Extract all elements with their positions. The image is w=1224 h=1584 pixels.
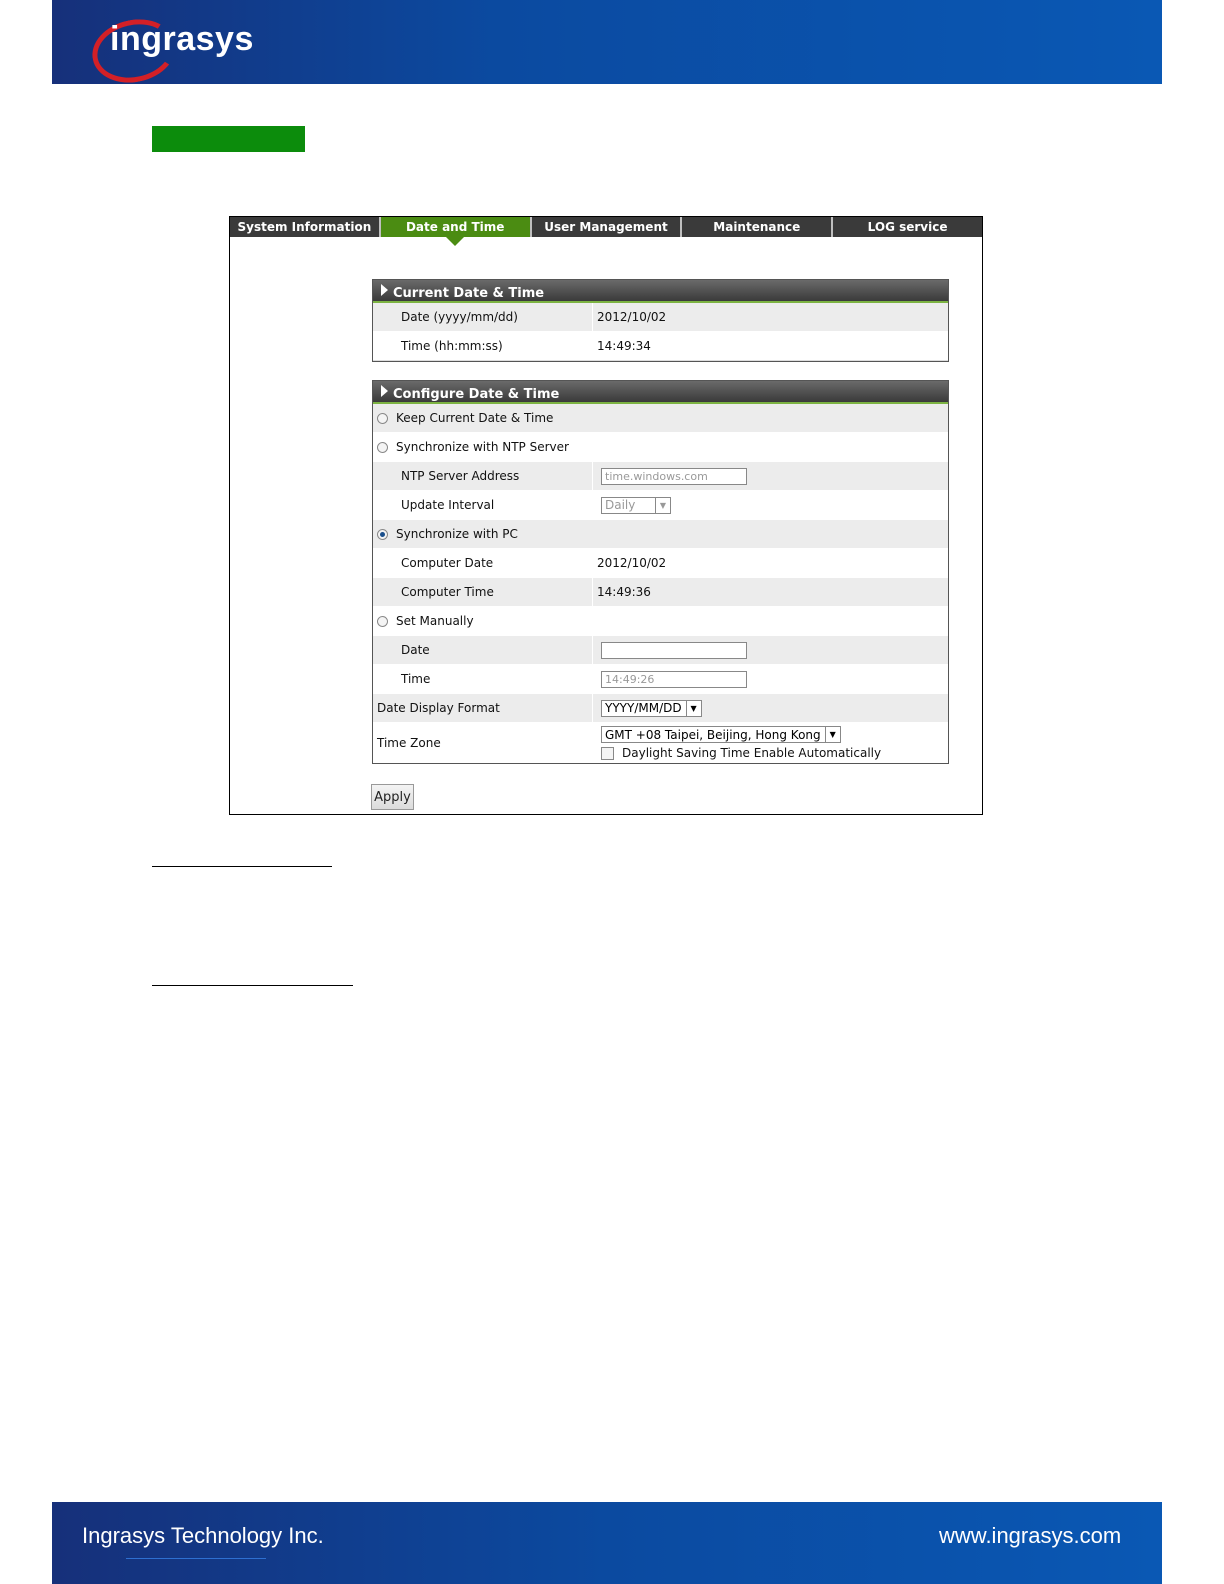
divider-line xyxy=(152,985,353,986)
section-header xyxy=(373,381,948,404)
computer-date-label: Computer Date xyxy=(373,549,593,577)
computer-time-value: 14:49:36 xyxy=(597,585,651,599)
date-value: 2012/10/02 xyxy=(597,310,667,324)
section-marker xyxy=(152,126,305,152)
update-interval-select[interactable] xyxy=(601,497,671,514)
date-format-value: YYYY/MM/DD xyxy=(605,701,682,715)
dst-label: Daylight Saving Time Enable Automatically xyxy=(622,746,882,760)
date-label: Date (yyyy/mm/dd) xyxy=(373,303,593,331)
update-interval-label: Update Interval xyxy=(373,491,593,519)
section-title: Current Date & Time xyxy=(393,286,545,301)
section-header xyxy=(373,280,948,303)
expand-arrow-icon xyxy=(381,284,388,296)
manual-label: Set Manually xyxy=(396,614,474,628)
ntp-sync-radio[interactable] xyxy=(377,442,388,453)
footer-underline xyxy=(126,1558,266,1559)
tab-bar xyxy=(230,217,982,237)
dst-checkbox[interactable] xyxy=(601,747,614,760)
manual-radio[interactable] xyxy=(377,616,388,627)
update-interval-value: Daily xyxy=(605,498,636,512)
footer-website-link[interactable]: www.ingrasys.com xyxy=(939,1523,1122,1548)
manual-date-label: Date xyxy=(373,636,593,664)
section-title: Configure Date & Time xyxy=(393,387,560,402)
current-date-time-section xyxy=(372,279,949,362)
time-label: Time (hh:mm:ss) xyxy=(373,332,593,360)
divider-line xyxy=(152,866,332,867)
timezone-value: GMT +08 Taipei, Beijing, Hong Kong xyxy=(605,727,821,742)
ntp-address-label: NTP Server Address xyxy=(373,462,593,490)
keep-current-radio[interactable] xyxy=(377,413,388,424)
chevron-down-icon: ▼ xyxy=(686,701,701,716)
ntp-address-input[interactable]: time.windows.com xyxy=(601,468,747,485)
time-value: 14:49:34 xyxy=(597,339,651,353)
configure-date-time-section xyxy=(372,380,949,764)
manual-time-input[interactable]: 14:49:26 xyxy=(601,671,747,688)
apply-button[interactable]: Apply xyxy=(371,784,414,810)
chevron-down-icon: ▼ xyxy=(655,498,670,513)
footer-company: Ingrasys Technology Inc. xyxy=(82,1523,324,1548)
expand-arrow-icon xyxy=(381,385,388,397)
pc-sync-radio[interactable] xyxy=(377,529,388,540)
manual-date-input[interactable] xyxy=(601,642,747,659)
company-logo: ingrasys xyxy=(110,20,254,58)
computer-time-label: Computer Time xyxy=(373,578,593,606)
pc-sync-label: Synchronize with PC xyxy=(396,527,518,541)
settings-panel xyxy=(229,216,983,815)
date-format-select[interactable] xyxy=(601,700,702,717)
tab-user-management[interactable]: User Management xyxy=(532,217,683,237)
tab-log-service[interactable]: LOG service xyxy=(867,220,948,234)
manual-time-label: Time xyxy=(373,665,593,693)
timezone-label: Time Zone xyxy=(373,723,593,763)
tab-maintenance[interactable]: Maintenance xyxy=(682,217,833,237)
computer-date-value: 2012/10/02 xyxy=(597,556,667,570)
timezone-select[interactable] xyxy=(601,726,841,743)
date-format-label: Date Display Format xyxy=(373,694,593,722)
keep-current-label: Keep Current Date & Time xyxy=(396,411,554,425)
chevron-down-icon: ▼ xyxy=(825,727,840,742)
ntp-sync-label: Synchronize with NTP Server xyxy=(396,440,569,454)
tab-system-information[interactable]: System Information xyxy=(230,217,381,237)
tab-date-and-time[interactable]: Date and Time xyxy=(381,217,532,237)
